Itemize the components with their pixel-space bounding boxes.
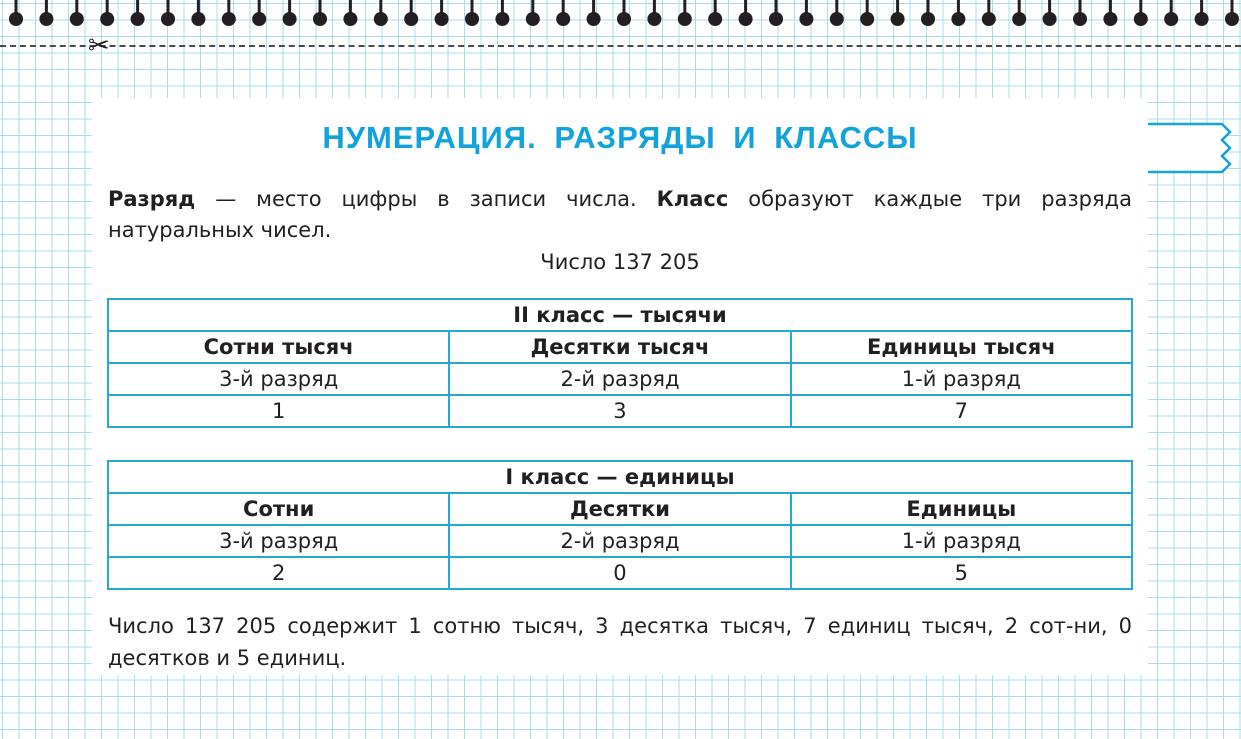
- spiral-ring: [617, 0, 631, 26]
- spiral-ring: [283, 0, 297, 26]
- spiral-ring: [1012, 0, 1026, 26]
- digit-cell: 2: [108, 557, 449, 589]
- digit-cell: 3: [449, 395, 790, 427]
- spiral-ring: [131, 0, 145, 26]
- spiral-ring: [435, 0, 449, 26]
- spiral-ring: [9, 0, 23, 26]
- rank-cell: 2-й разряд: [449, 363, 790, 395]
- spiral-ring: [495, 0, 509, 26]
- rank-cell: 2-й разряд: [449, 525, 790, 557]
- spiral-ring: [465, 0, 479, 26]
- spiral-ring: [739, 0, 753, 26]
- column-header: Десятки тысяч: [449, 331, 790, 363]
- content-panel: [92, 98, 1148, 675]
- spiral-ring: [799, 0, 813, 26]
- rank-cell: 1-й разряд: [791, 525, 1132, 557]
- spiral-ring: [556, 0, 570, 26]
- spiral-ring: [313, 0, 327, 26]
- spiral-ring: [374, 0, 388, 26]
- spiral-ring: [587, 0, 601, 26]
- spiral-ring: [1103, 0, 1117, 26]
- term-klass: Класс: [656, 187, 729, 211]
- column-header: Единицы: [791, 493, 1132, 525]
- spiral-ring: [951, 0, 965, 26]
- term-razryad: Разряд: [108, 187, 196, 211]
- spiral-ring: [678, 0, 692, 26]
- scissors-icon: ✂: [88, 31, 110, 61]
- spiral-ring: [1134, 0, 1148, 26]
- spiral-ring: [982, 0, 996, 26]
- digit-cell: 0: [449, 557, 790, 589]
- spiral-ring: [252, 0, 266, 26]
- spiral-ring: [222, 0, 236, 26]
- spiral-ring: [708, 0, 722, 26]
- spiral-ring: [161, 0, 175, 26]
- page-title: НУМЕРАЦИЯ. РАЗРЯДЫ И КЛАССЫ: [322, 120, 918, 155]
- spiral-ring: [1073, 0, 1087, 26]
- summary-paragraph: Число 137 205 содержит 1 сотню тысяч, 3 десятка тысяч, 7 единиц тысяч, 2 сот-ни, 0 десятков и 5 единиц.: [108, 614, 1132, 670]
- spiral-ring: [100, 0, 114, 26]
- column-header: Сотни: [108, 493, 449, 525]
- spiral-ring: [70, 0, 84, 26]
- spiral-ring: [1164, 0, 1178, 26]
- spiral-ring: [343, 0, 357, 26]
- column-header: Сотни тысяч: [108, 331, 449, 363]
- spiral-ring: [1225, 0, 1239, 26]
- spiral-ring: [526, 0, 540, 26]
- cut-line: [0, 45, 1241, 47]
- spiral-ring: [769, 0, 783, 26]
- class-header: II класс — тысячи: [108, 299, 1132, 331]
- definition-text-2: образуют каждые три разряда натуральных чисел.: [108, 187, 1132, 242]
- spiral-ring: [891, 0, 905, 26]
- class-units-table: [107, 460, 1133, 590]
- column-header: Единицы тысяч: [791, 331, 1132, 363]
- column-header: Десятки: [449, 493, 790, 525]
- spiral-ring: [647, 0, 661, 26]
- class-thousands-table: [107, 298, 1133, 428]
- rank-cell: 3-й разряд: [108, 363, 449, 395]
- example-number: Число 137 205: [540, 250, 700, 274]
- definition-text-1: — место цифры в записи числа.: [195, 187, 657, 211]
- digit-cell: 1: [108, 395, 449, 427]
- class-header: I класс — единицы: [108, 461, 1132, 493]
- spiral-ring: [39, 0, 53, 26]
- digit-cell: 7: [791, 395, 1132, 427]
- definition-paragraph: [108, 184, 1132, 246]
- rank-cell: 1-й разряд: [791, 363, 1132, 395]
- spiral-ring: [191, 0, 205, 26]
- digit-cell: 5: [791, 557, 1132, 589]
- spiral-binding: [0, 0, 1241, 46]
- spiral-ring: [830, 0, 844, 26]
- spiral-ring: [404, 0, 418, 26]
- spiral-ring: [921, 0, 935, 26]
- rank-cell: 3-й разряд: [108, 525, 449, 557]
- spiral-ring: [1043, 0, 1057, 26]
- spiral-ring: [1195, 0, 1209, 26]
- spiral-ring: [860, 0, 874, 26]
